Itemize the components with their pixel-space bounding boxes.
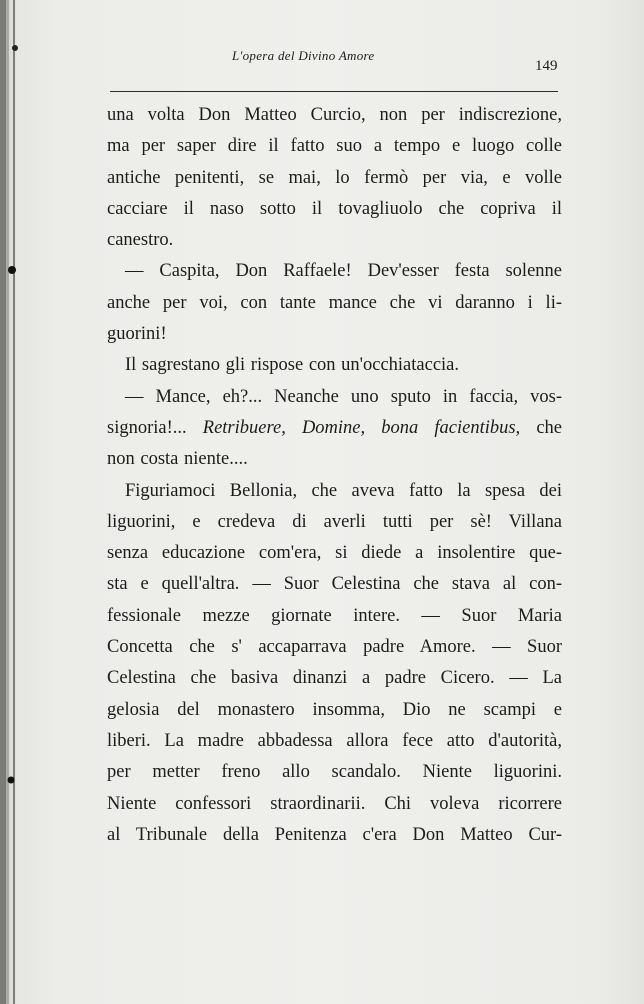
text-fragment: signoria!... [107, 417, 187, 438]
text-line: ma per saper dire il fatto suo a tempo e luogo colle [107, 136, 562, 157]
latin-quote: Retribuere, Domine, bona facientibus, [202, 417, 521, 438]
page-number: 149 [535, 58, 558, 74]
text-line: cacciare il naso sotto il tovagliuolo che copriva il [107, 198, 562, 219]
text-line: senza educazione com'era, si diede a insolentire que- [107, 543, 562, 564]
text-line: liberi. La madre abbadessa allora fece atto d'autorità, [107, 730, 562, 751]
text-line: — Mance, eh?... Neanche uno sputo in faccia, vos- [125, 386, 562, 407]
text-line-mixed [107, 413, 562, 444]
text-line: fessionale mezze giornate intere. — Suor Maria [107, 605, 562, 626]
text-line: antiche penitenti, se mai, lo fermò per via, e volle [107, 167, 562, 188]
text-line: una volta Don Matteo Curcio, non per indiscrezione, [107, 105, 562, 125]
text-line: non costa niente.... [107, 449, 248, 470]
text-line: Celestina che basiva dinanzi a padre Cicero. — La [107, 668, 562, 689]
text-line: gelosia del monastero insomma, Dio ne scampi e [107, 699, 562, 720]
text-line: anche per voi, con tante mance che vi daranno i li- [107, 292, 562, 313]
text-line: sta e quell'altra. — Suor Celestina che stava al con- [107, 574, 562, 595]
text-line: per metter freno allo scandalo. Niente liguorini. [107, 762, 562, 783]
text-line: canestro. [107, 230, 174, 251]
page-binding-edge [0, 0, 20, 1004]
text-line: Figuriamoci Bellonia, che aveva fatto la spesa dei [125, 480, 562, 501]
text-line: Niente confessori straordinarii. Chi voleva ricorrere [107, 793, 562, 814]
text-line: guorini! [107, 324, 167, 345]
header-rule [110, 91, 558, 92]
text-line: Il sagrestano gli rispose con un'occhiataccia. [125, 355, 460, 376]
text-fragment: che [536, 417, 562, 438]
text-line: Concetta che s' accaparrava padre Amore. — Suor [107, 637, 562, 658]
text-line: liguorini, e credeva di averli tutti per sè! Villana [107, 511, 562, 532]
text-line: al Tribunale della Penitenza c'era Don Matteo Cur- [107, 824, 562, 845]
body-text [107, 100, 562, 851]
text-line: — Caspita, Don Raffaele! Dev'esser festa solenne [125, 261, 562, 282]
running-title: L'opera del Divino Amore [232, 48, 375, 63]
